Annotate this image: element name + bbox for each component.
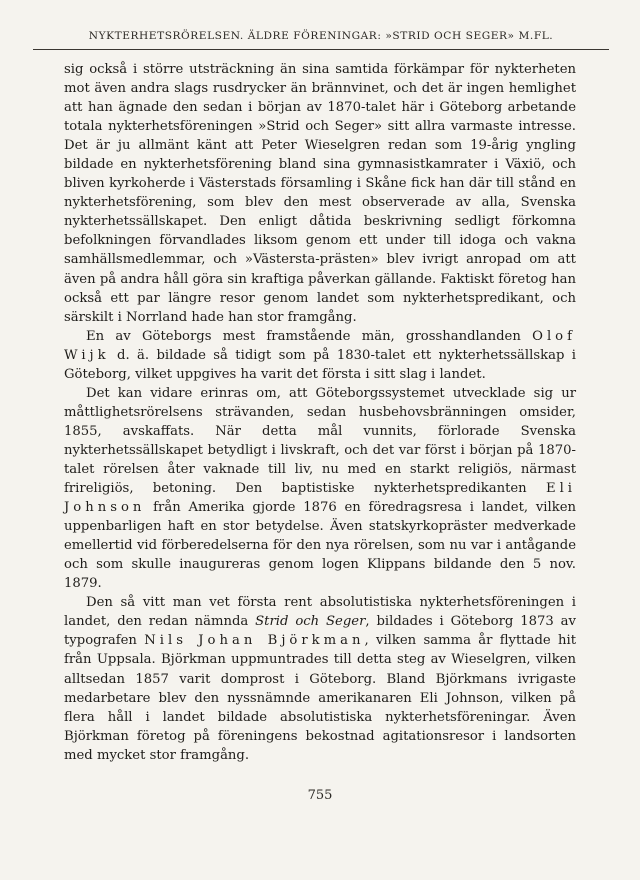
spaced-name: Eli Johnson <box>64 481 576 516</box>
text-run: från Amerika gjorde 1876 en föredragsresa i landet, vilken uppenbarligen haft en stor betydelse. Även statskyrkopräster medverkade emellertid vid förberedelserna för den nya rörelsen, som nu var i antågande och som skulle inaugureras genom logen Klippans bildande den 5 nov. 1879. <box>64 500 576 592</box>
spaced-name: Nils Johan Björkman <box>144 633 365 649</box>
header-rule <box>33 49 609 50</box>
paragraph <box>64 327 576 384</box>
paragraph <box>64 384 576 594</box>
page-number: 755 <box>307 788 333 803</box>
body-text <box>64 60 576 765</box>
running-head: NYKTERHETSRÖRELSEN. ÄLDRE FÖRENINGAR: »STRID OCH SEGER» M.FL. <box>88 30 554 42</box>
text-run: , vilken samma år flyttade hit från Uppsala. Björkman uppmuntrades till detta steg av Wieselgren, vilken alltsedan 1857 varit domprost i Göteborg. Bland Björkmans ivrigaste medarbetare blev den nyssnämnde amerikanaren Eli Johnson, vilken på flera håll i landet bildade absolutistiska nykterhetsföreningar. Även Björkman företog på föreningens bekostnad agitationsresor i landsorten med mycket stor framgång. <box>64 633 576 763</box>
paragraph <box>64 593 576 764</box>
italic-title: Strid och Seger <box>255 614 366 630</box>
text-run: sig också i större utsträckning än sina samtida förkämpar för nykterheten mot även andra slags rusdrycker än brännvinet, och det är ingen hemlighet att han ägnade den sedan i början av 1870-talet här i Göteborg arbetande totala nykterhetsföreningen »Strid och Seger» sitt allra varmaste intresse. Det är ju allmänt känt att Peter Wieselgren redan som 19-årig yngling bildade en nykterhetsförening bland sina gymnasistkamrater i Växiö, och bliven kyrkoherde i Västerstads församling i Skåne fick han där till stånd en nykterhetsförening, som blev den mest observerade av alla, Svenska nykterhetssällskapet. Den enligt dåtida beskrivning sedligt förkomna befolkningen förvandlades liksom genom ett under till idoga och vakna samhällsmedlemmar, och »Västersta-prästen» blev ivrigt anropad om att även på andra håll göra sin kraftiga påverkan gällande. Faktiskt företog han också ett par längre resor genom landet som nykterhetspredikant, och särskilt i Norrland hade han stor framgång. <box>64 62 576 325</box>
paragraph <box>64 60 576 327</box>
text-run: Det kan vidare erinras om, att Göteborgssystemet utvecklade sig ur måttlighetsrörelsens strävanden, sedan husbehovsbränningen omsider, 1855, avskaffats. När detta mål vunnits, förlorade Svenska nykterhetssällskapet betydligt i livskraft, och det var först i början på 1870-talet rörelsen åter vaknade till liv, nu med en starkt religiös, närmast frireligiös, betoning. Den baptistiske nykterhetspredikanten <box>64 385 576 497</box>
text-run: Den så vitt man vet första rent absolutistiska nykterhetsföreningen i landet, den redan nämnda <box>64 595 576 630</box>
spaced-name: Olof Wijk <box>64 328 576 363</box>
text-run: En av Göteborgs mest framstående män, grosshandlanden <box>86 328 533 344</box>
text-run: d. ä. bildade så tidigt som på 1830-talet ett nykterhetssällskap i Göteborg, vilket uppgives ha varit det första i sitt slag i landet. <box>64 347 576 382</box>
text-run: , bildades i Göteborg 1873 av typografen <box>64 614 576 649</box>
